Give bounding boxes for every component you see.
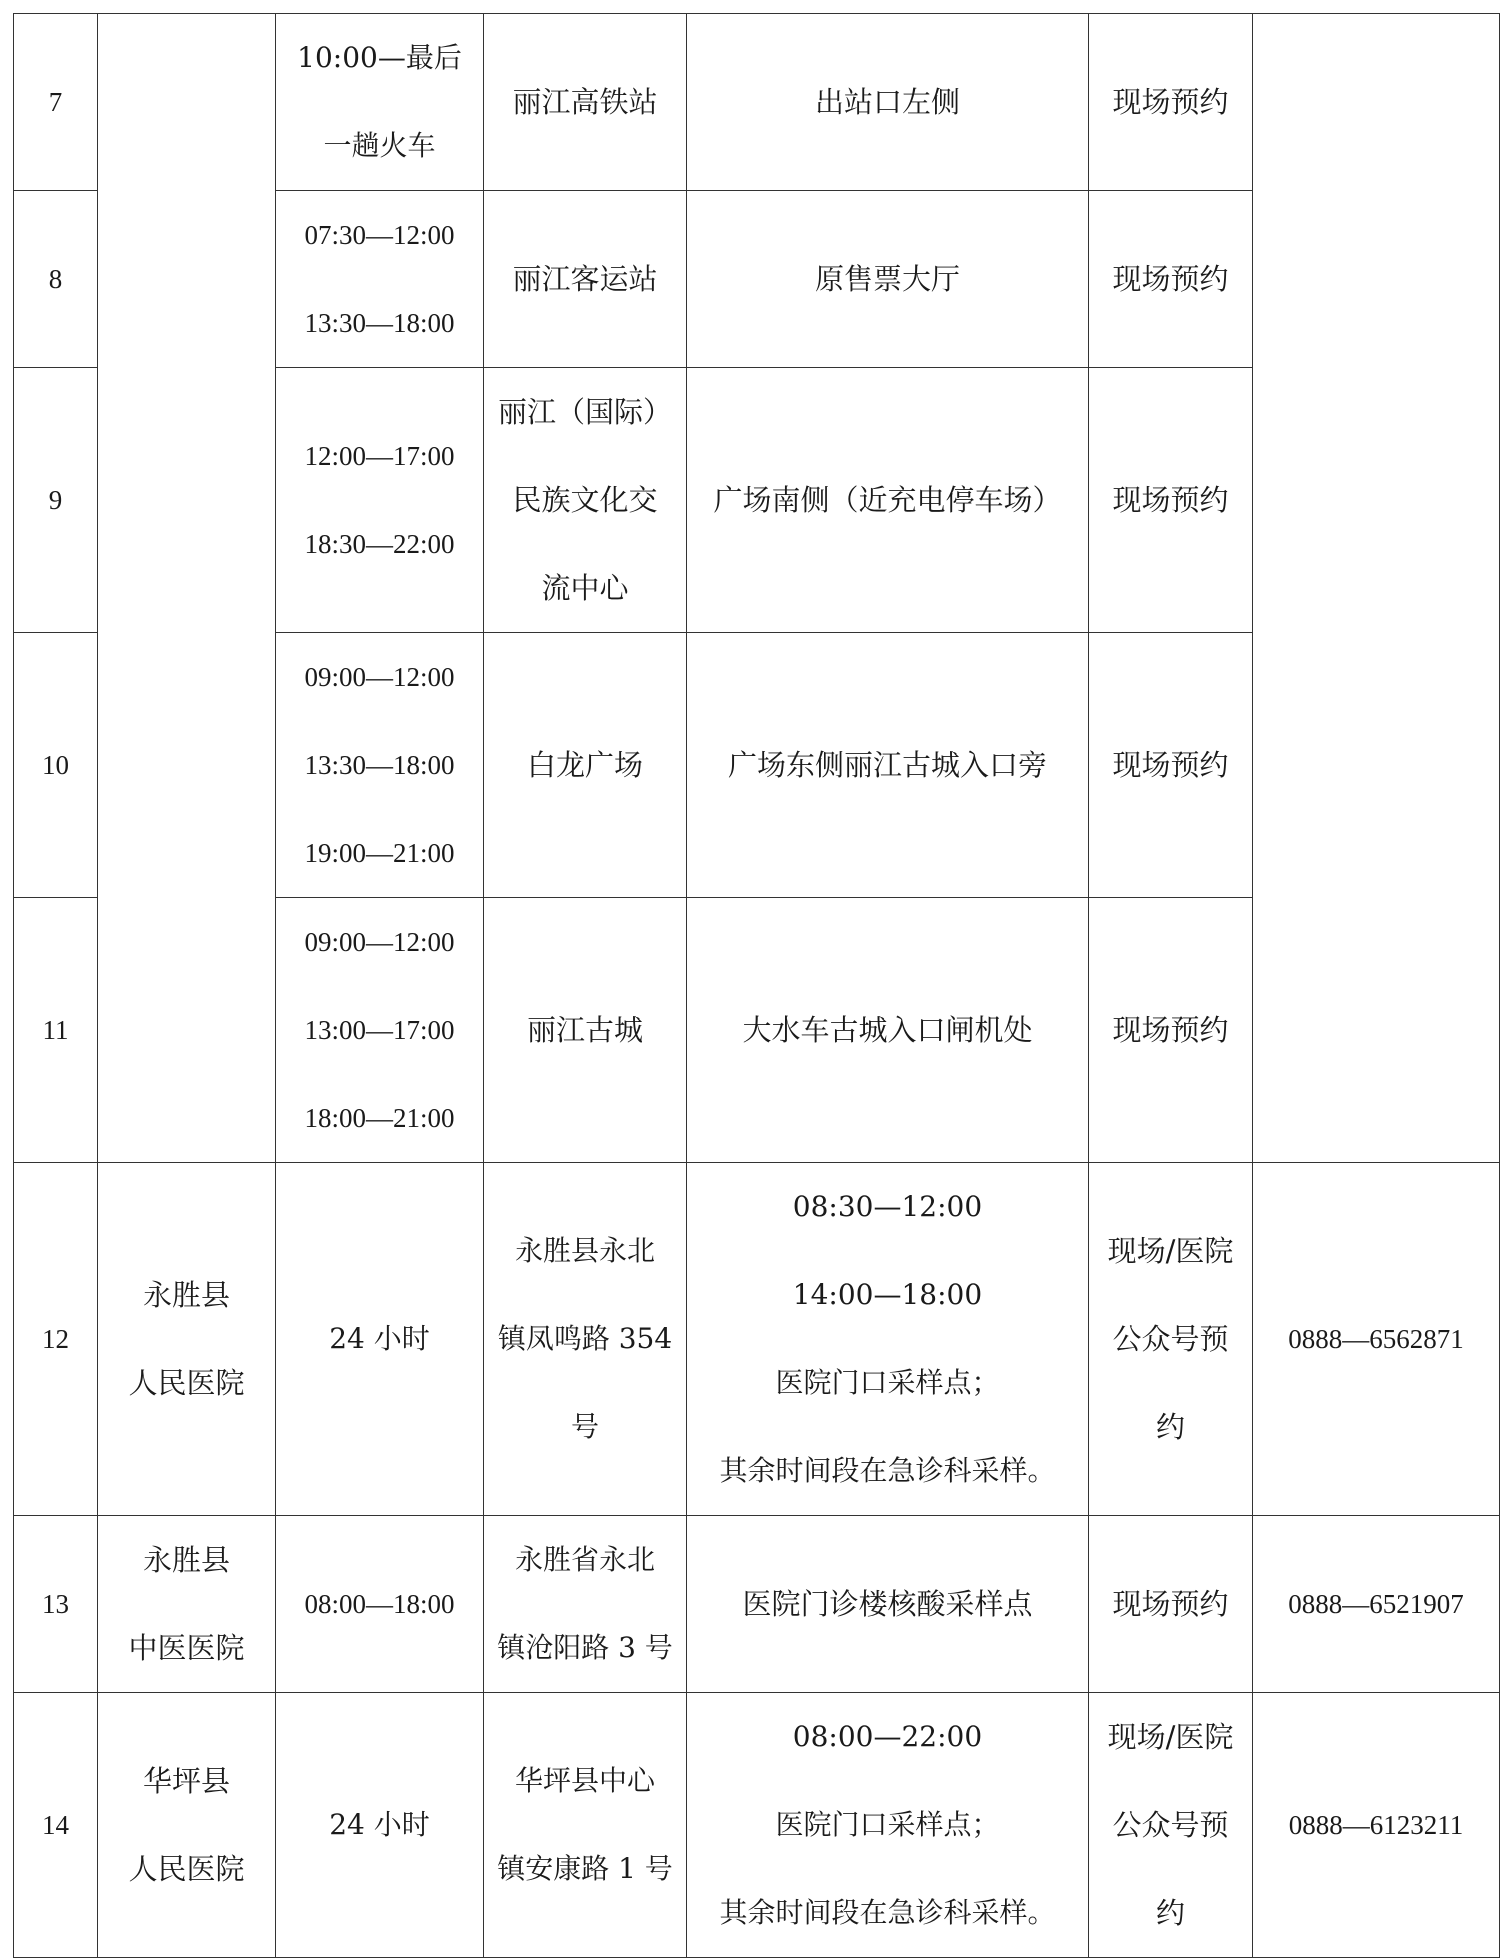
location-line: 其余时间段在急诊科采样。 (719, 1896, 1056, 1929)
table-row (14, 1516, 1500, 1693)
unit-line: 华坪县 (142, 1764, 230, 1798)
booking-method-cell (1089, 633, 1253, 898)
unit-cell-merged (98, 14, 276, 1163)
row-number: 9 (14, 368, 98, 633)
booking-line: 现场预约 (1112, 262, 1229, 296)
unit-cell (98, 1693, 276, 1958)
hours-line: 12:00—17:00 (304, 441, 455, 471)
location-cell (687, 1516, 1089, 1693)
unit-line: 人民医院 (128, 1366, 245, 1400)
site-line: 永胜县永北 (514, 1234, 655, 1267)
location-cell (687, 1163, 1089, 1516)
hours-line: 13:00—17:00 (304, 1015, 455, 1045)
booking-line: 现场预约 (1112, 85, 1229, 119)
hours-line: 一趟火车 (323, 129, 436, 162)
unit-line: 中医医院 (128, 1631, 245, 1665)
booking-method-cell (1089, 14, 1253, 191)
hours-cell (276, 633, 484, 898)
row-number: 7 (14, 14, 98, 191)
booking-line: 现场/医院 (1107, 1234, 1234, 1268)
row-number: 13 (14, 1516, 98, 1693)
site-line: 镇凤鸣路 354 (497, 1322, 673, 1355)
site-line: 白龙广场 (526, 748, 643, 782)
row-number: 12 (14, 1163, 98, 1516)
location-line: 广场南侧（近充电停车场） (713, 483, 1062, 517)
hours-line: 18:30—22:00 (304, 529, 455, 559)
location-cell (687, 1693, 1089, 1958)
hours-line: 13:30—18:00 (304, 750, 455, 780)
table-row (14, 1693, 1500, 1958)
hours-line: 09:00—12:00 (304, 927, 455, 957)
location-line: 大水车古城入口闸机处 (742, 1013, 1033, 1047)
phone-cell-merged (1253, 14, 1500, 1163)
hours-line: 09:00—12:00 (304, 662, 455, 692)
row-number: 14 (14, 1693, 98, 1958)
hours-line: 24 小时 (329, 1808, 430, 1841)
unit-cell (98, 1163, 276, 1516)
location-cell (687, 191, 1089, 368)
location-cell (687, 368, 1089, 633)
booking-method-cell (1089, 1516, 1253, 1693)
unit-line: 人民医院 (128, 1852, 245, 1886)
location-line: 14:00—18:00 (792, 1278, 983, 1311)
hours-line: 08:00—18:00 (304, 1589, 455, 1619)
unit-line: 永胜县 (142, 1278, 230, 1312)
location-line: 出站口左侧 (814, 85, 960, 119)
site-line: 丽江客运站 (512, 262, 658, 296)
booking-method-cell (1089, 898, 1253, 1163)
phone-cell: 0888—6123211 (1253, 1693, 1500, 1958)
site-line: 丽江古城 (526, 1013, 643, 1047)
location-line: 08:30—12:00 (792, 1190, 983, 1223)
location-line: 原售票大厅 (814, 262, 960, 296)
site-line: 永胜省永北 (514, 1543, 655, 1576)
site-cell (484, 191, 687, 368)
table-row (14, 1163, 1500, 1516)
booking-line: 约 (1155, 1410, 1185, 1444)
booking-line: 约 (1155, 1896, 1185, 1930)
location-cell (687, 14, 1089, 191)
site-cell (484, 1163, 687, 1516)
site-line: 镇安康路 1 号 (497, 1852, 673, 1885)
hours-cell (276, 368, 484, 633)
unit-cell (98, 1516, 276, 1693)
site-cell (484, 14, 687, 191)
booking-line: 现场预约 (1112, 1013, 1229, 1047)
booking-line: 现场预约 (1112, 1587, 1229, 1621)
site-cell (484, 1516, 687, 1693)
booking-method-cell (1089, 368, 1253, 633)
location-line: 08:00—22:00 (792, 1720, 983, 1753)
phone-cell: 0888—6562871 (1253, 1163, 1500, 1516)
location-cell (687, 633, 1089, 898)
site-cell (484, 368, 687, 633)
site-line: 华坪县中心 (514, 1764, 655, 1797)
booking-line: 公众号预 (1112, 1808, 1229, 1842)
location-cell (687, 898, 1089, 1163)
location-line: 医院门口采样点； (775, 1366, 1000, 1399)
booking-method-cell (1089, 1163, 1253, 1516)
location-line: 医院门口采样点； (775, 1808, 1000, 1841)
row-number: 11 (14, 898, 98, 1163)
booking-line: 现场/医院 (1107, 1720, 1234, 1754)
hours-line: 07:30—12:00 (304, 220, 455, 250)
hours-line: 13:30—18:00 (304, 308, 455, 338)
hours-line: 24 小时 (329, 1322, 430, 1355)
row-number: 8 (14, 191, 98, 368)
row-number: 10 (14, 633, 98, 898)
booking-line: 公众号预 (1112, 1322, 1229, 1356)
location-line: 医院门诊楼核酸采样点 (742, 1587, 1033, 1621)
hours-cell (276, 191, 484, 368)
booking-method-cell (1089, 191, 1253, 368)
hours-line: 19:00—21:00 (304, 838, 455, 868)
location-line: 其余时间段在急诊科采样。 (719, 1454, 1056, 1487)
booking-method-cell (1089, 1693, 1253, 1958)
site-line: 流中心 (541, 571, 629, 605)
site-line: 丽江高铁站 (512, 85, 658, 119)
site-line: 民族文化交 (512, 483, 658, 517)
hours-cell (276, 14, 484, 191)
testing-sites-table (13, 13, 1500, 1958)
booking-line: 现场预约 (1112, 483, 1229, 517)
hours-cell (276, 1693, 484, 1958)
site-cell (484, 898, 687, 1163)
hours-line: 18:00—21:00 (304, 1103, 455, 1133)
hours-cell (276, 898, 484, 1163)
site-cell (484, 633, 687, 898)
phone-cell: 0888—6521907 (1253, 1516, 1500, 1693)
site-line: 号 (570, 1410, 599, 1443)
hours-cell (276, 1516, 484, 1693)
site-line: 镇沧阳路 3 号 (497, 1631, 673, 1664)
unit-line: 永胜县 (142, 1543, 230, 1577)
hours-line: 10:00—最后 (297, 41, 462, 74)
site-line: 丽江（国际） (497, 395, 672, 429)
table-row (14, 14, 1500, 191)
site-cell (484, 1693, 687, 1958)
booking-line: 现场预约 (1112, 748, 1229, 782)
location-line: 广场东侧丽江古城入口旁 (727, 748, 1047, 782)
hours-cell (276, 1163, 484, 1516)
